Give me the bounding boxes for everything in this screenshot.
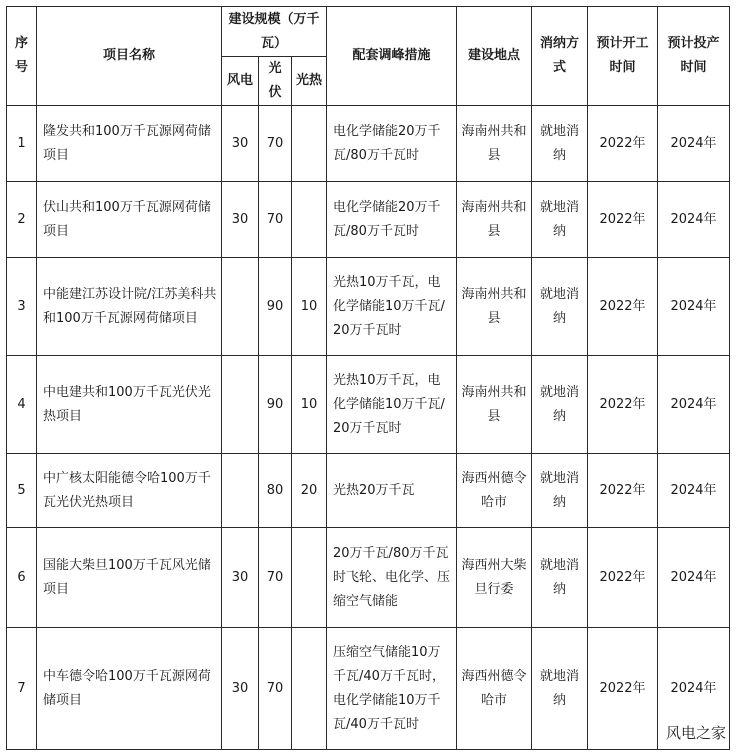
cell-mode: 就地消纳 xyxy=(532,356,588,454)
cell-start: 2022年 xyxy=(588,258,658,356)
header-pv: 光伏 xyxy=(259,57,292,106)
cell-thermal: 20 xyxy=(292,454,327,528)
header-start: 预计开工时间 xyxy=(588,7,658,106)
cell-seq: 7 xyxy=(7,628,37,750)
cell-measure: 20万千瓦/80万千瓦时飞轮、电化学、压缩空气储能 xyxy=(327,528,457,628)
cell-measure: 压缩空气储能10万千瓦/40万千瓦时，电化学储能10万千瓦/40万千瓦时 xyxy=(327,628,457,750)
watermark: 风电之家 xyxy=(665,724,726,742)
cell-thermal xyxy=(292,106,327,182)
cell-start: 2022年 xyxy=(588,356,658,454)
cell-name: 中电建共和100万千瓦光伏光热项目 xyxy=(37,356,222,454)
cell-location: 海南州共和县 xyxy=(457,356,532,454)
header-seq: 序号 xyxy=(7,7,37,106)
cell-thermal: 10 xyxy=(292,258,327,356)
cell-name: 中广核太阳能德令哈100万千瓦光伏光热项目 xyxy=(37,454,222,528)
cell-start: 2022年 xyxy=(588,182,658,258)
table-row xyxy=(7,454,730,528)
cell-wind xyxy=(222,454,259,528)
cell-pv: 90 xyxy=(259,356,292,454)
cell-start: 2022年 xyxy=(588,528,658,628)
header-scale: 建设规模（万千瓦） xyxy=(222,7,327,57)
cell-location: 海西州大柴旦行委 xyxy=(457,528,532,628)
cell-start: 2022年 xyxy=(588,106,658,182)
cell-location: 海西州德令哈市 xyxy=(457,628,532,750)
cell-wind: 30 xyxy=(222,106,259,182)
header-mode: 消纳方式 xyxy=(532,7,588,106)
cell-wind: 30 xyxy=(222,528,259,628)
table-row xyxy=(7,528,730,628)
cell-location: 海西州德令哈市 xyxy=(457,454,532,528)
cell-name: 伏山共和100万千瓦源网荷储项目 xyxy=(37,182,222,258)
cell-start: 2022年 xyxy=(588,628,658,750)
cell-measure: 电化学储能20万千瓦/80万千瓦时 xyxy=(327,182,457,258)
cell-name: 隆发共和100万千瓦源网荷储项目 xyxy=(37,106,222,182)
cell-wind xyxy=(222,356,259,454)
cell-location: 海南州共和县 xyxy=(457,182,532,258)
cell-mode: 就地消纳 xyxy=(532,258,588,356)
header-wind: 风电 xyxy=(222,57,259,106)
cell-pv: 80 xyxy=(259,454,292,528)
cell-seq: 2 xyxy=(7,182,37,258)
projects-table xyxy=(6,6,730,750)
cell-operate: 2024年 xyxy=(658,454,730,528)
header-operate: 预计投产时间 xyxy=(658,7,730,106)
cell-mode: 就地消纳 xyxy=(532,182,588,258)
cell-mode: 就地消纳 xyxy=(532,454,588,528)
cell-seq: 3 xyxy=(7,258,37,356)
cell-operate: 2024年 xyxy=(658,628,730,750)
cell-pv: 90 xyxy=(259,258,292,356)
cell-pv: 70 xyxy=(259,628,292,750)
cell-name: 中能建江苏设计院/江苏美科共和100万千瓦源网荷储项目 xyxy=(37,258,222,356)
table-row xyxy=(7,628,730,750)
cell-seq: 6 xyxy=(7,528,37,628)
cell-wind: 30 xyxy=(222,182,259,258)
cell-wind: 30 xyxy=(222,628,259,750)
table-row xyxy=(7,182,730,258)
cell-measure: 光热20万千瓦 xyxy=(327,454,457,528)
cell-operate: 2024年 xyxy=(658,528,730,628)
cell-pv: 70 xyxy=(259,182,292,258)
header-measure: 配套调峰措施 xyxy=(327,7,457,106)
cell-thermal xyxy=(292,182,327,258)
cell-location: 海南州共和县 xyxy=(457,258,532,356)
cell-mode: 就地消纳 xyxy=(532,628,588,750)
table-row xyxy=(7,356,730,454)
cell-thermal: 10 xyxy=(292,356,327,454)
cell-pv: 70 xyxy=(259,528,292,628)
cell-operate: 2024年 xyxy=(658,258,730,356)
cell-wind xyxy=(222,258,259,356)
cell-name: 国能大柴旦100万千瓦风光储项目 xyxy=(37,528,222,628)
cell-operate: 2024年 xyxy=(658,182,730,258)
cell-measure: 电化学储能20万千瓦/80万千瓦时 xyxy=(327,106,457,182)
table-row xyxy=(7,258,730,356)
cell-measure: 光热10万千瓦，电化学储能10万千瓦/20万千瓦时 xyxy=(327,258,457,356)
header-name: 项目名称 xyxy=(37,7,222,106)
header-location: 建设地点 xyxy=(457,7,532,106)
cell-seq: 4 xyxy=(7,356,37,454)
cell-pv: 70 xyxy=(259,106,292,182)
cell-operate: 2024年 xyxy=(658,356,730,454)
cell-thermal xyxy=(292,528,327,628)
cell-name: 中车德令哈100万千瓦源网荷储项目 xyxy=(37,628,222,750)
cell-start: 2022年 xyxy=(588,454,658,528)
cell-measure: 光热10万千瓦，电化学储能10万千瓦/20万千瓦时 xyxy=(327,356,457,454)
table-row xyxy=(7,106,730,182)
cell-operate: 2024年 xyxy=(658,106,730,182)
header-thermal: 光热 xyxy=(292,57,327,106)
cell-location: 海南州共和县 xyxy=(457,106,532,182)
cell-thermal xyxy=(292,628,327,750)
cell-seq: 5 xyxy=(7,454,37,528)
cell-mode: 就地消纳 xyxy=(532,528,588,628)
cell-seq: 1 xyxy=(7,106,37,182)
cell-mode: 就地消纳 xyxy=(532,106,588,182)
